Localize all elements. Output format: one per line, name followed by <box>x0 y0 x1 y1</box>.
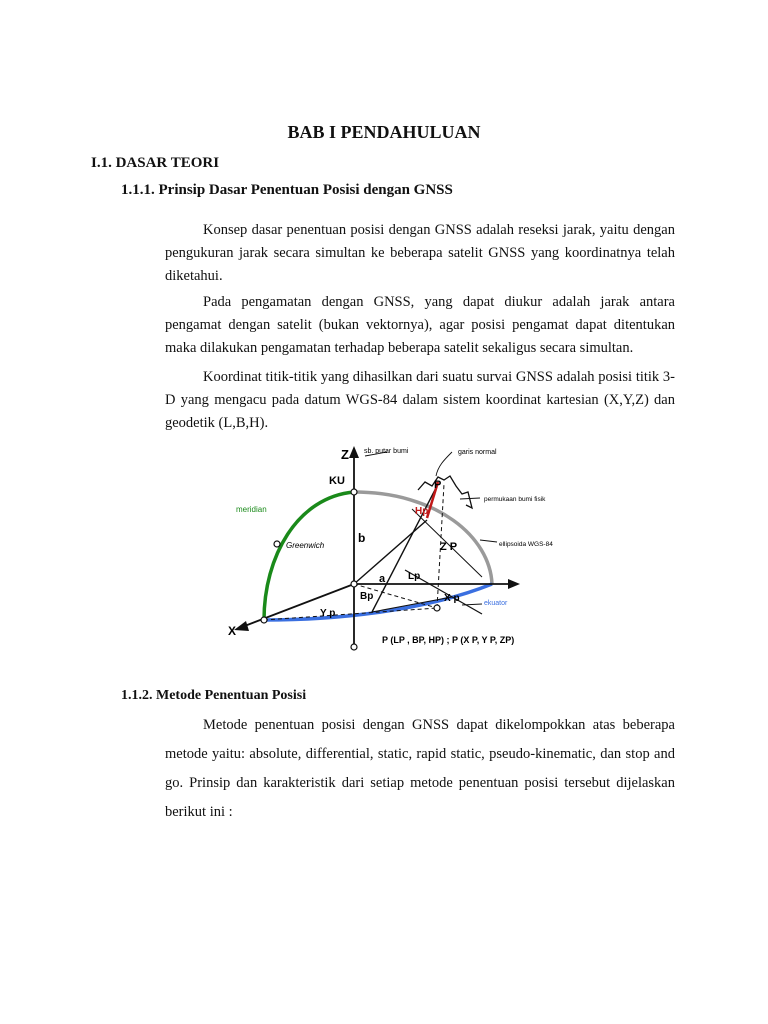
paragraph <box>165 219 675 288</box>
label-greenwich: Greenwich <box>286 541 325 550</box>
paragraph <box>165 291 675 360</box>
point <box>351 644 357 650</box>
x-arrow <box>234 621 249 631</box>
label-yp: Y p <box>320 608 336 619</box>
label-surface: permukaan bumi fisik <box>484 496 546 503</box>
normal-line <box>372 486 437 612</box>
label-z: Z <box>341 447 349 462</box>
y-arrow <box>508 579 520 589</box>
label-b: b <box>358 531 366 545</box>
label-meridian: meridian <box>236 505 267 514</box>
label-axis-rotation: sb. putar bumi <box>364 448 409 455</box>
section-title: I.1. DASAR TEORI <box>91 155 220 171</box>
subsection-title-1: 1.1.1. Prinsip Dasar Penentuan Posisi dengan GNSS <box>121 182 453 198</box>
subsection-title-2: 1.1.2. Metode Penentuan Posisi <box>121 688 307 703</box>
label-equator: ekuator <box>484 600 508 607</box>
label-hp: Hp <box>415 506 429 517</box>
label-zp: Z P <box>440 541 458 553</box>
paragraph <box>165 711 675 827</box>
paragraph-text: Koordinat titik-titik yang dihasilkan dari suatu survai GNSS adalah posisi titik 3-D yang mengacu pada datum WGS-84 dalam sistem koordinat kartesian (X,Y,Z) dan geodetik (L,B,H). <box>165 369 675 431</box>
paragraph-text: Konsep dasar penentuan posisi dengan GNSS adalah reseksi jarak, yaitu dengan pengukuran jarak secara simultan ke beberapa satelit GNSS yang koordinatnya telah diketahui. <box>165 222 675 284</box>
point <box>351 581 357 587</box>
terrain-surface <box>418 476 472 508</box>
chapter-title: BAB I PENDAHULUAN <box>287 122 481 142</box>
paragraph <box>165 366 675 435</box>
label-p: P <box>434 479 442 491</box>
point <box>351 489 357 495</box>
geodetic-coordinate-figure <box>222 442 576 654</box>
label-ku: KU <box>329 475 345 487</box>
pointer-line <box>460 498 480 499</box>
label-lp: Lp <box>408 571 421 582</box>
point <box>274 541 280 547</box>
paragraph-text: Metode penentuan posisi dengan GNSS dapat dikelompokkan atas beberapa metode yaitu: absolute, differential, static, rapid static, pseudo-kinematic, dan stop and go. Prinsip dan karakteristik dari setiap metode penentuan posisi tersebut dijelaskan berikut ini : <box>165 717 675 820</box>
label-xp: X p <box>444 593 460 604</box>
label-normal-line: garis normal <box>458 449 497 456</box>
label-coordinates: P (LP , BP, HP) ; P (X P, Y P, ZP) <box>382 635 515 645</box>
point <box>261 617 267 623</box>
label-a: a <box>379 573 386 585</box>
point <box>434 605 440 611</box>
label-ellipsoid: ellipsoida WGS-84 <box>499 541 553 548</box>
z-arrow <box>349 446 359 458</box>
pointer-line <box>480 540 497 542</box>
pointer-line <box>436 452 452 476</box>
label-bp: Bp <box>360 591 374 602</box>
label-x: X <box>228 624 237 638</box>
paragraph-text: Pada pengamatan dengan GNSS, yang dapat diukur adalah jarak antara pengamat dengan satelit (bukan vektornya), agar posisi pengamat dapat ditentukan maka dilakukan pengamatan terhadap beberapa satelit sekaligus secara simultan. <box>165 294 675 356</box>
